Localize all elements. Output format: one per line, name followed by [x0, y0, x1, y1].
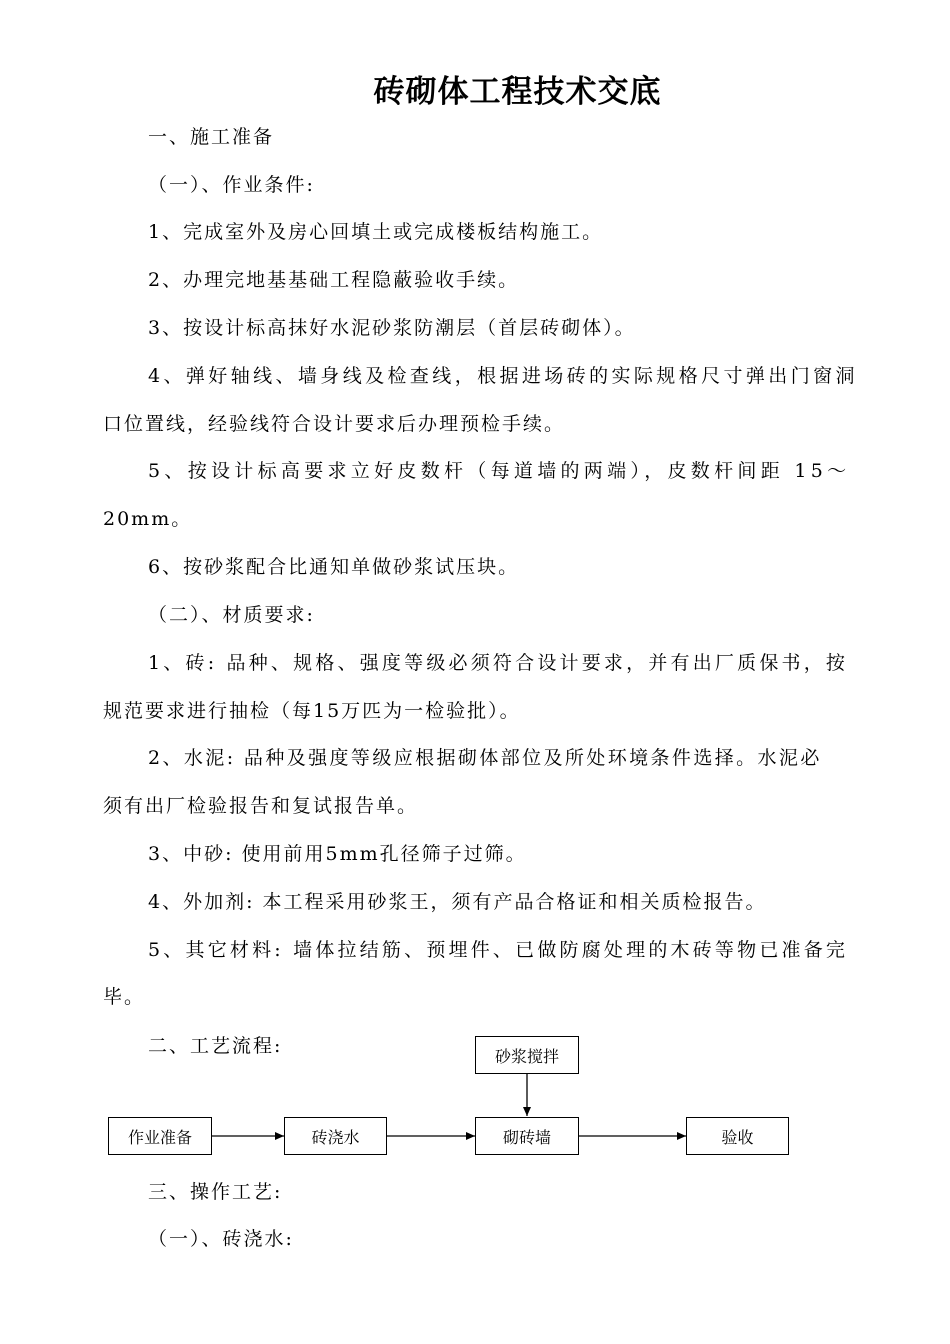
- paragraph-line: 1、砖: 品种、规格、强度等级必须符合设计要求，并有出厂质保书，按: [148, 652, 849, 674]
- paragraph-line: 1、完成室外及房心回填土或完成楼板结构施工。: [148, 221, 604, 243]
- subsection-heading-1: （一）、作业条件:: [148, 174, 315, 196]
- subsection-heading-3: （一）、砖浇水:: [148, 1228, 294, 1250]
- paragraph-line: 2、办理完地基基础工程隐蔽验收手续。: [148, 269, 520, 291]
- paragraph-line: 4、外加剂: 本工程采用砂浆王，须有产品合格证和相关质检报告。: [148, 891, 767, 913]
- paragraph-line: 口位置线，经验线符合设计要求后办理预检手续。: [103, 413, 566, 435]
- paragraph-line: 须有出厂检验报告和复试报告单。: [103, 795, 419, 817]
- page-title: 砖砌体工程技术交底: [373, 74, 662, 110]
- flow-box-preparation: 作业准备: [108, 1117, 212, 1155]
- flow-box-brick-laying: 砌砖墙: [475, 1117, 579, 1155]
- paragraph-line: 5、按设计标高要求立好皮数杆（每道墙的两端），皮数杆间距 15～: [148, 460, 851, 482]
- paragraph-line: 3、中砂: 使用前用5mm孔径筛子过筛。: [148, 843, 527, 865]
- paragraph-line: 2、水泥: 品种及强度等级应根据砌体部位及所处环境条件选择。水泥必: [148, 747, 822, 769]
- flow-box-acceptance: 验收: [686, 1117, 789, 1155]
- paragraph-line: 毕。: [103, 986, 146, 1008]
- section-heading-2: 二、工艺流程:: [148, 1035, 283, 1057]
- flow-box-mortar-mixing: 砂浆搅拌: [475, 1036, 579, 1074]
- section-heading-3: 三、操作工艺:: [148, 1181, 283, 1203]
- paragraph-line: 4、弹好轴线、墙身线及检查线，根据进场砖的实际规格尺寸弹出门窗洞: [148, 365, 858, 387]
- flow-box-brick-watering: 砖浇水: [284, 1117, 387, 1155]
- paragraph-line: 3、按设计标高抹好水泥砂浆防潮层（首层砖砌体）。: [148, 317, 636, 339]
- paragraph-line: 规范要求进行抽检（每15万匹为一检验批）。: [103, 700, 521, 722]
- section-heading-1: 一、施工准备: [148, 126, 275, 148]
- paragraph-line: 5、其它材料: 墙体拉结筋、预埋件、已做防腐处理的木砖等物已准备完: [148, 939, 849, 961]
- paragraph-line: 6、按砂浆配合比通知单做砂浆试压块。: [148, 556, 520, 578]
- subsection-heading-2: （二）、材质要求:: [148, 604, 315, 626]
- paragraph-line: 20mm。: [103, 508, 193, 530]
